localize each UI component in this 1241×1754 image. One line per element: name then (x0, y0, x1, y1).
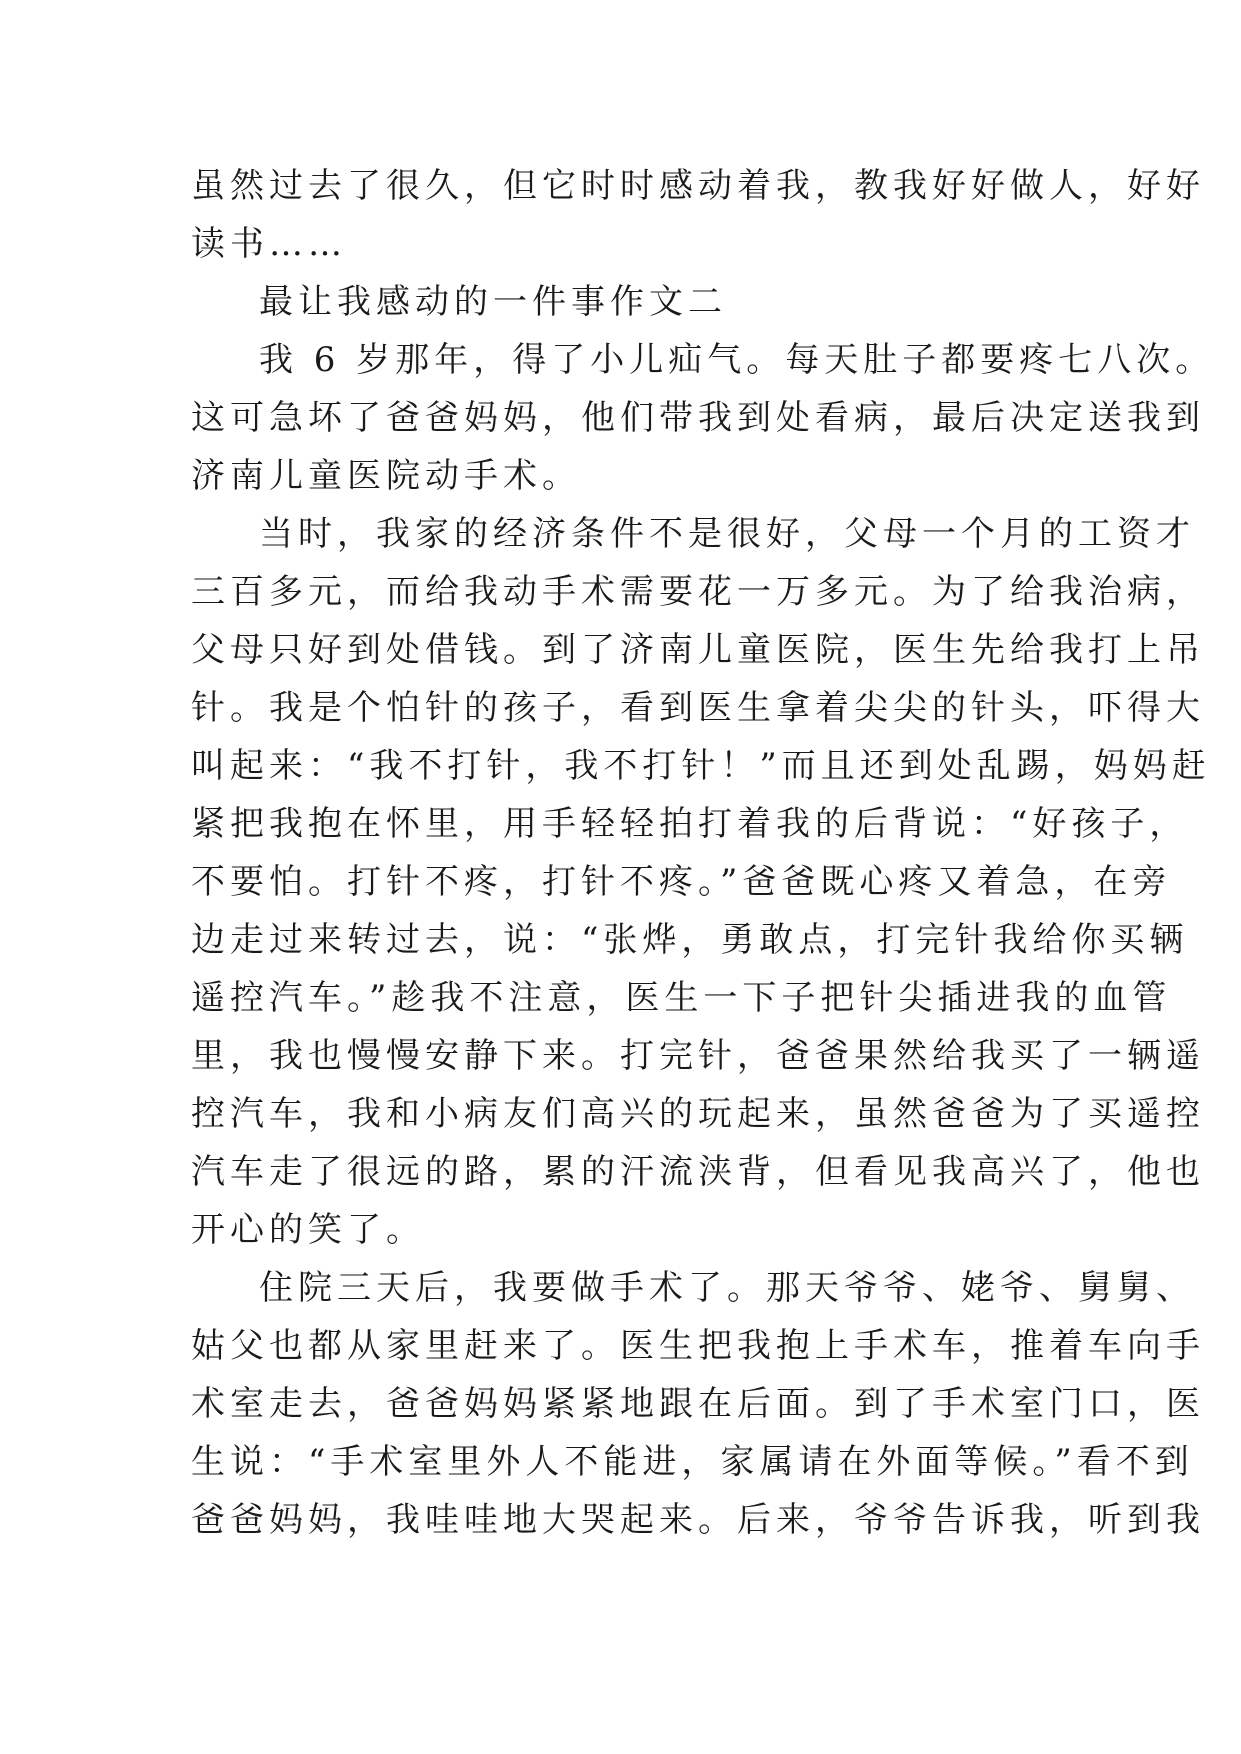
text-line: 汽车走了很远的路，累的汗流浃背，但看见我高兴了，他也 (191, 1152, 1205, 1192)
text-line: 针。我是个怕针的孩子，看到医生拿着尖尖的针头，吓得大 (191, 688, 1205, 728)
text-line: 开心的笑了。 (191, 1210, 425, 1250)
text-line: 生说：“手术室里外人不能进，家属请在外面等候。”看不到 (191, 1442, 1194, 1482)
text-line: 里，我也慢慢安静下来。打完针，爸爸果然给我买了一辆遥 (191, 1036, 1205, 1076)
text-line: 遥控汽车。”趁我不注意，医生一下子把针尖插进我的血管 (191, 978, 1172, 1018)
text-line: 这可急坏了爸爸妈妈，他们带我到处看病，最后决定送我到 (191, 398, 1205, 438)
text-line: 济南儿童医院动手术。 (191, 456, 581, 496)
text-line: 父母只好到处借钱。到了济南儿童医院，医生先给我打上吊 (191, 630, 1205, 670)
text-line: 虽然过去了很久，但它时时感动着我，教我好好做人，好好 (191, 166, 1205, 206)
essay-text (191, 157, 1215, 1549)
text-line: 叫起来：“我不打针，我不打针！”而且还到处乱踢，妈妈赶 (191, 746, 1211, 786)
text-line: 爸爸妈妈，我哇哇地大哭起来。后来，爷爷告诉我，听到我 (191, 1500, 1205, 1540)
text-line: 读书…… (191, 224, 347, 264)
text-line: 住院三天后，我要做手术了。那天爷爷、姥爷、舅舅、 (259, 1268, 1195, 1308)
text-line: 紧把我抱在怀里，用手轻轻拍打着我的后背说：“好孩子， (191, 804, 1189, 844)
text-line: 当时，我家的经济条件不是很好，父母一个月的工资才 (259, 514, 1195, 554)
text-line: 术室走去，爸爸妈妈紧紧地跟在后面。到了手术室门口，医 (191, 1384, 1205, 1424)
text-line: 不要怕。打针不疼，打针不疼。”爸爸既心疼又着急，在旁 (191, 862, 1172, 902)
text-line: 姑父也都从家里赶来了。医生把我抱上手术车，推着车向手 (191, 1326, 1205, 1366)
text-line: 控汽车，我和小病友们高兴的玩起来，虽然爸爸为了买遥控 (191, 1094, 1205, 1134)
text-line: 边走过来转过去，说：“张烨，勇敢点，打完针我给你买辆 (191, 920, 1189, 960)
text-line: 我 6 岁那年，得了小儿疝气。每天肚子都要疼七八次。 (259, 340, 1215, 380)
text-line: 三百多元，而给我动手术需要花一万多元。为了给我治病， (191, 572, 1205, 612)
essay-title: 最让我感动的一件事作文二 (259, 282, 727, 322)
